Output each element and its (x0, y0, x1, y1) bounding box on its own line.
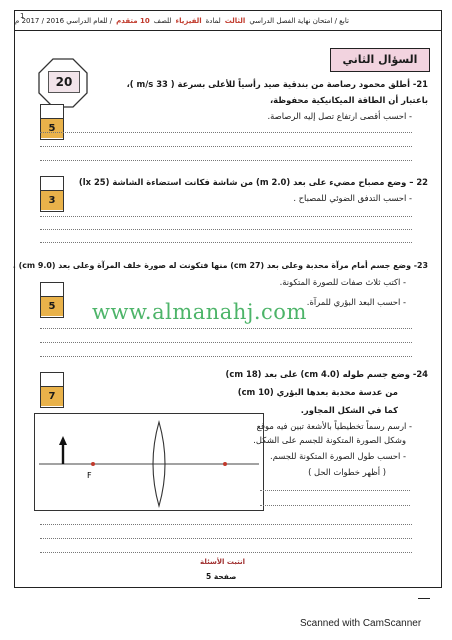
lens-diagram (34, 413, 264, 511)
q21-score: 5 (41, 119, 63, 138)
watermark: www.almanahj.com (92, 300, 307, 324)
q24-line2: من عدسة محدبة بعدها البؤري (10 cm) (237, 387, 398, 397)
q22-score-box (40, 176, 64, 212)
q22-task: - احسب التدفق الضوئي للمصباح . (293, 193, 412, 203)
header-text-2: لمادة (205, 16, 221, 25)
footer-page-number: صفحة 5 (206, 572, 237, 581)
q23-score: 5 (41, 297, 63, 316)
scanner-label: Scanned with CamScanner (300, 618, 422, 629)
q21-task: - احسب أقصى ارتفاع تصل إليه الرصاصة. (267, 111, 412, 121)
answer-line (260, 505, 410, 506)
answer-line (40, 342, 412, 343)
q24-task1: - ارسم رسماً تخطيطياً بالأشعة تبين فيه موقع (256, 421, 412, 431)
q22-line1: 22 – وضع مصباح مضيء على بعد (2.0 m) من شاشة فكانت استضاءة الشاشة (25 lx) (78, 177, 428, 187)
q23-task1: - اكتب ثلاث صفات للصورة المتكونة. (279, 277, 406, 287)
answer-line (40, 356, 412, 357)
header-text-4: / للعام الدراسي 2016 / 2017 م (15, 16, 113, 25)
focal-point-left (91, 462, 95, 466)
section-title: السؤال الثاني (330, 48, 430, 72)
header-text-3: للصف (153, 16, 172, 25)
answer-line (40, 229, 412, 230)
answer-line (260, 490, 410, 491)
answer-line (40, 242, 412, 243)
corner-mark (418, 598, 430, 599)
q24-task1b: وشكل الصورة المتكونة للجسم على الشكل. (253, 435, 406, 445)
header-text-1: تابع / امتحان نهاية الفصل الدراسي (249, 16, 349, 25)
header-term: الثالث (224, 16, 246, 25)
q24-score: 7 (41, 387, 63, 406)
end-of-questions: انتبت الأسئلة (200, 558, 246, 566)
lens-diagram-svg (35, 414, 263, 510)
total-score: 20 (48, 71, 80, 93)
q23-task2: - احسب البعد البؤري للمرآة. (306, 297, 406, 307)
focal-label: F (87, 471, 92, 480)
answer-line (40, 132, 412, 133)
answer-line (40, 538, 412, 539)
q21-line1: 21- أطلق محمود رصاصة من بندقية صيد رأسياً للأعلى بسرعة ( 33 m/s )، (126, 79, 428, 89)
q24-line1: 24- وضع جسم طوله (4.0 cm) على بعد (18 cm) (225, 369, 428, 379)
answer-line (40, 160, 412, 161)
focal-point-right (223, 462, 227, 466)
answer-line (40, 146, 412, 147)
q21-line2: باعتبار أن الطاقة الميكانيكية محفوظة، (269, 95, 428, 105)
object-arrow-head (59, 436, 67, 445)
answer-line (40, 524, 412, 525)
q24-line3: كما في الشكل المجاور. (300, 405, 398, 415)
q23-score-box (40, 282, 64, 318)
answer-line (40, 552, 412, 553)
page-number: 1 (20, 12, 25, 20)
exam-header (14, 10, 442, 30)
q21-score-box (40, 104, 64, 140)
q22-score: 3 (41, 191, 63, 210)
q24-score-box (40, 372, 64, 408)
header-subject: الفيزياء (175, 16, 202, 25)
q23-line1: 23- وضع جسم أمام مرآة محدبة وعلى بعد (27 cm) منها فتكونت له صورة خلف المرآة وعلى بعد (9.0 cm) . (12, 261, 428, 270)
q24-task2b: ( أظهر خطوات الحل ) (308, 467, 386, 477)
answer-line (40, 328, 412, 329)
q24-task2: - احسب طول الصورة المتكونة للجسم. (270, 451, 406, 461)
answer-line (40, 216, 412, 217)
header-grade: 10 متقدم (116, 16, 150, 25)
